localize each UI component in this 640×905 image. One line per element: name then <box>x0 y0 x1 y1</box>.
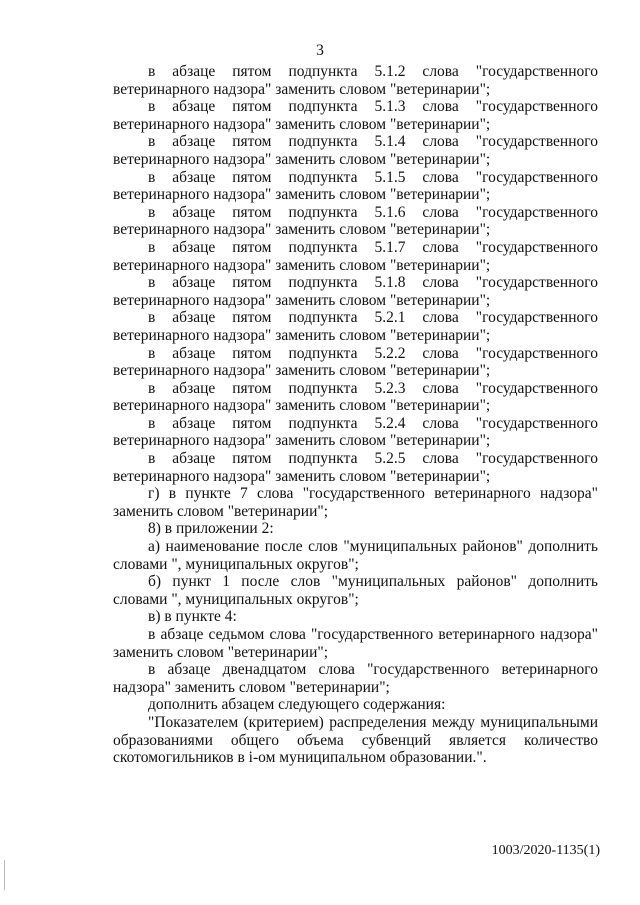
paragraph-item-8: 8) в приложении 2: <box>148 520 274 538</box>
document-body <box>113 63 598 767</box>
paragraph-5-2-1: в абзаце пятом подпункта 5.2.1 слова "государственного ветеринарного надзора" заменить словом "ветеринарии"; <box>113 309 598 344</box>
paragraph-5-2-4: в абзаце пятом подпункта 5.2.4 слова "государственного ветеринарного надзора" заменить словом "ветеринарии"; <box>113 414 598 450</box>
paragraph-5-2-5: в абзаце пятом подпункта 5.2.5 слова "государственного ветеринарного надзора" заменить словом "ветеринарии"; <box>113 450 598 485</box>
paragraph-item-a: а) наименование после слов "муниципальных районов" дополнить словами ", муниципальных округов"; <box>113 538 598 573</box>
paragraph-item-b: б) пункт 1 после слов "муниципальных районов" дополнить словами ", муниципальных округов"; <box>113 573 598 608</box>
paragraph-5-1-8: в абзаце пятом подпункта 5.1.8 слова "государственного ветеринарного надзора" заменить словом "ветеринарии"; <box>113 274 598 309</box>
scan-margin-mark <box>4 860 5 890</box>
paragraph-5-1-4: в абзаце пятом подпункта 5.1.4 слова "государственного ветеринарного надзора" заменить словом "ветеринарии"; <box>113 133 598 168</box>
paragraph-5-1-5: в абзаце пятом подпункта 5.1.5 слова "государственного ветеринарного надзора" заменить словом "ветеринарии"; <box>113 168 598 204</box>
paragraph-twelfth: в абзаце двенадцатом слова "государственного ветеринарного надзора" заменить словом "ветеринарии"; <box>113 661 598 696</box>
paragraph-indicator: "Показателем (критерием) распределения между муниципальными образованиями общего объема субвенций является количество скотомогильников в i-ом муниципальном образовании.". <box>113 713 598 767</box>
paragraph-item-g: г) в пункте 7 слова "государственного ветеринарного надзора" заменить словом "ветеринарии"; <box>113 485 598 520</box>
paragraph-5-1-2: в абзаце пятом подпункта 5.1.2 слова "государственного ветеринарного надзора" заменить словом "ветеринарии"; <box>113 63 598 98</box>
paragraph-seventh: в абзаце седьмом слова "государственного ветеринарного надзора" заменить словом "ветеринарии"; <box>113 626 598 661</box>
paragraph-5-1-6: в абзаце пятом подпункта 5.1.6 слова "государственного ветеринарного надзора" заменить словом "ветеринарии"; <box>113 203 598 239</box>
paragraph-5-1-3: в абзаце пятом подпункта 5.1.3 слова "государственного ветеринарного надзора" заменить словом "ветеринарии"; <box>113 98 598 133</box>
page-number: 3 <box>316 42 324 59</box>
document-code: 1003/2020-1135(1) <box>491 843 600 858</box>
paragraph-5-2-3: в абзаце пятом подпункта 5.2.3 слова "государственного ветеринарного надзора" заменить словом "ветеринарии"; <box>113 379 598 415</box>
paragraph-add: дополнить абзацем следующего содержания: <box>148 696 446 714</box>
paragraph-5-2-2: в абзаце пятом подпункта 5.2.2 слова "государственного ветеринарного надзора" заменить словом "ветеринарии"; <box>113 344 598 380</box>
paragraph-5-1-7: в абзаце пятом подпункта 5.1.7 слова "государственного ветеринарного надзора" заменить словом "ветеринарии"; <box>113 238 598 274</box>
paragraph-item-v: в) в пункте 4: <box>148 608 237 626</box>
